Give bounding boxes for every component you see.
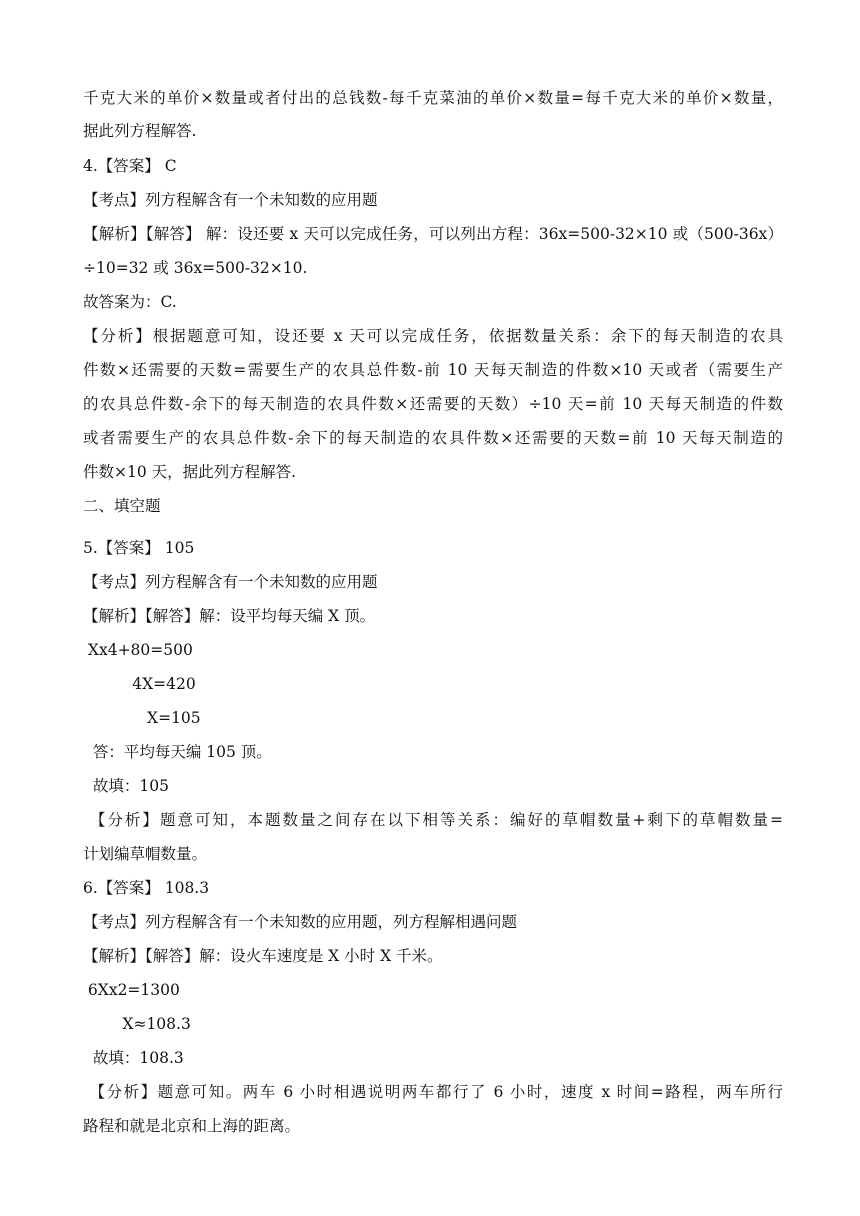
knowledge-point: 【考点】列方程解含有一个未知数的应用题，列方程解相遇问题 [83, 913, 518, 931]
equation-line: X≈108.3 [83, 1015, 191, 1033]
text-line: 据此列方程解答. [83, 122, 197, 140]
answer-heading: 5.【答案】 105 [83, 539, 195, 557]
analysis-line: 或者需要生产的农具总件数-余下的每天制造的农具件数×还需要的天数=前 10 天每天制造的 [83, 429, 783, 447]
answer-heading: 4.【答案】 C [83, 157, 177, 175]
text-line: 故填：105 [83, 777, 169, 795]
equation-line: X=105 [83, 709, 201, 727]
text-line: ÷10=32 或 36x=500-32×10. [83, 259, 308, 277]
analysis-line: 件数×还需要的天数=需要生产的农具总件数-前 10 天每天制造的件数×10 天或者（需要生产 [83, 361, 783, 379]
text-line: 答：平均每天编 105 顶。 [83, 743, 272, 761]
equation-line: Xx4+80=500 [83, 641, 193, 659]
text-line: 【解析】【解答】解：设火车速度是 X 小时 X 千米。 [83, 947, 443, 965]
text-line: 千克大米的单价×数量或者付出的总钱数-每千克菜油的单价×数量=每千克大米的单价×数量， [83, 89, 783, 107]
answer-heading: 6.【答案】 108.3 [83, 879, 210, 897]
analysis-line: 【分析】题意可知。两车 6 小时相遇说明两车都行了 6 小时，速度 x 时间=路程，两车所行 [83, 1083, 783, 1101]
analysis-line: 计划编草帽数量。 [83, 845, 208, 863]
text-line: 故答案为：C. [83, 293, 177, 311]
knowledge-point: 【考点】列方程解含有一个未知数的应用题 [83, 191, 378, 209]
text-line: 【解析】【解答】 解：设还要 x 天可以完成任务，可以列出方程：36x=500-32×10 或（500-36x） [83, 225, 783, 243]
analysis-line: 路程和就是北京和上海的距离。 [83, 1117, 301, 1135]
analysis-line: 【分析】题意可知，本题数量之间存在以下相等关系：编好的草帽数量+剩下的草帽数量= [83, 811, 783, 829]
section-heading: 二、填空题 [83, 497, 161, 515]
analysis-line: 件数×10 天，据此列方程解答. [83, 463, 297, 481]
knowledge-point: 【考点】列方程解含有一个未知数的应用题 [83, 573, 378, 591]
equation-line: 6Xx2=1300 [83, 981, 180, 999]
analysis-line: 的农具总件数-余下的每天制造的农具件数×还需要的天数）÷10 天=前 10 天每天制造的件数 [83, 395, 783, 413]
equation-line: 4X=420 [83, 675, 196, 693]
analysis-line: 【分析】根据题意可知，设还要 x 天可以完成任务，依据数量关系：余下的每天制造的农具 [83, 327, 783, 345]
text-line: 【解析】【解答】解：设平均每天编 X 顶。 [83, 607, 376, 625]
text-line: 故填：108.3 [83, 1049, 184, 1067]
